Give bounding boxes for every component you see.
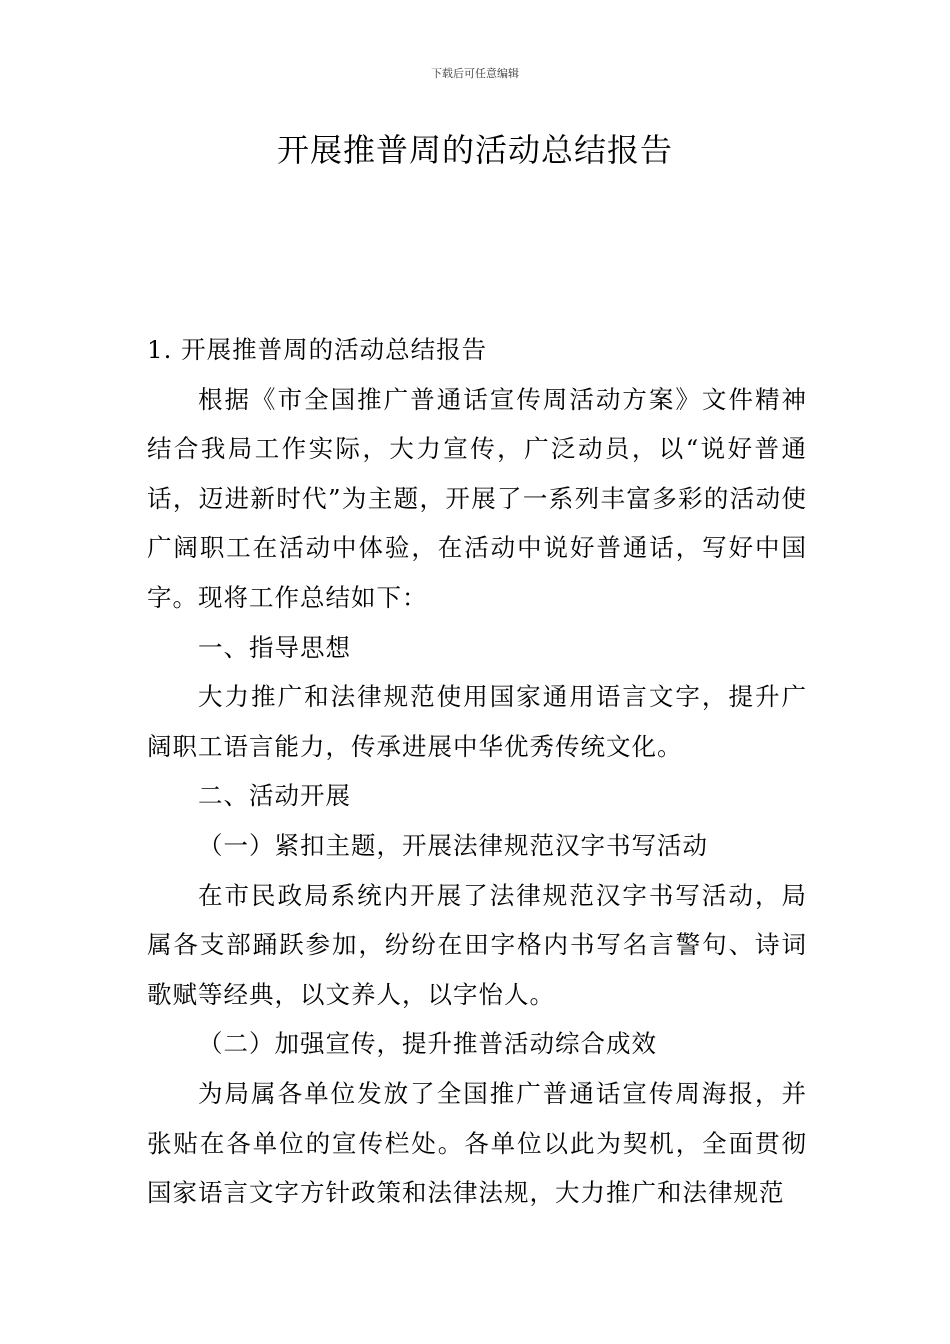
guiding-ideology-paragraph: 大力推广和法律规范使用国家通用语言文字，提升广阔职工语言能力，传承进展中华优秀传统文化。 xyxy=(147,682,807,761)
publicity-paragraph: 为局属各单位发放了全国推广普通话宣传周海报，并张贴在各单位的宣传栏处。各单位以此为契机，全面贯彻国家语言文字方针政策和法律法规，大力推广和法律规范 xyxy=(147,1078,807,1208)
document-body xyxy=(147,325,807,1218)
heading-guiding-ideology: 一、指导思想 xyxy=(198,632,351,662)
intro-paragraph: 根据《市全国推广普通话宣传周活动方案》文件精神结合我局工作实际，大力宣传，广泛动员，以“说好普通话，迈进新时代”为主题，开展了一系列丰富多彩的活动使广阔职工在活动中体验，在活动中说好普通话，写好中国字。现将工作总结如下： xyxy=(147,384,807,612)
subheading-writing-activity: （一）紧扣主题，开展法律规范汉字书写活动 xyxy=(198,830,708,860)
heading-activities: 二、活动开展 xyxy=(198,781,351,811)
writing-activity-paragraph: 在市民政局系统内开展了法律规范汉字书写活动，局属各支部踊跃参加，纷纷在田字格内书写名言警句、诗词歌赋等经典，以文养人，以字怡人。 xyxy=(147,880,807,1009)
document-title: 开展推普周的活动总结报告 xyxy=(276,131,673,169)
header-note: 下载后可任意编辑 xyxy=(431,67,519,80)
subheading-publicity: （二）加强宣传，提升推普活动综合成效 xyxy=(198,1029,657,1059)
section-heading: 1. 开展推普周的活动总结报告 xyxy=(147,335,488,364)
